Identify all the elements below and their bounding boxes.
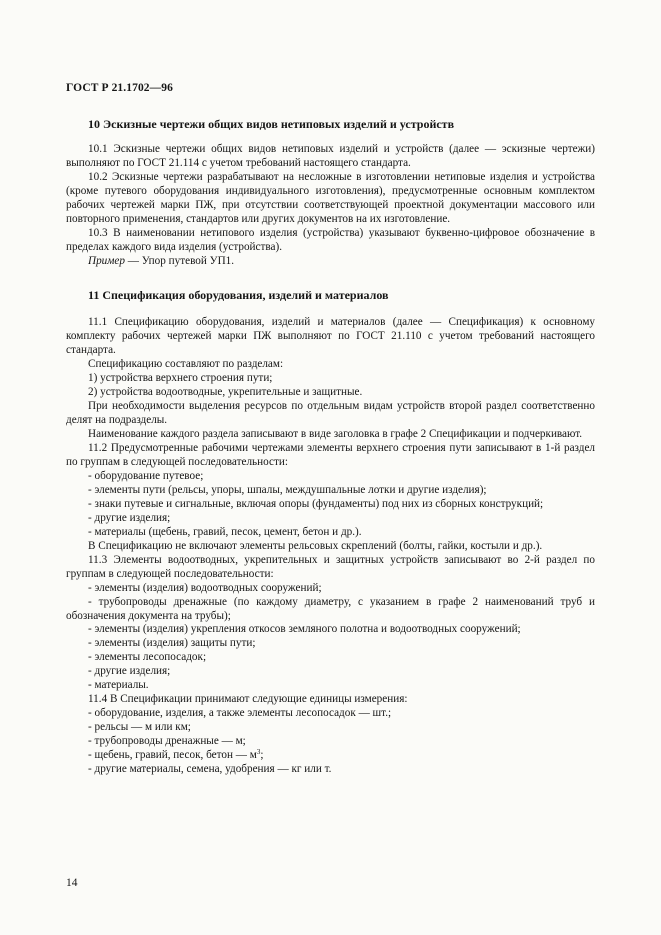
- list-item: - знаки путевые и сигнальные, включая опоры (фундаменты) под них из сборных конструкций;: [88, 497, 544, 510]
- list-item: - другие материалы, семена, удобрения — кг или т.: [88, 762, 332, 775]
- list-item: - другие изделия;: [88, 511, 171, 524]
- document-body: [66, 105, 595, 777]
- list-item: - элементы (изделия) укрепления откосов земляного полотна и водоотводных сооружений;: [88, 623, 521, 636]
- list-item-section-2: 2) устройства водоотводные, укрепительные и защитные.: [88, 386, 363, 399]
- paragraph-11-3: 11.3 Элементы водоотводных, укрепительных и защитных устройств записывают во 2-й раздел по группам в следующей последовательности:: [66, 553, 595, 580]
- page-number: 14: [66, 877, 78, 889]
- paragraph-10-2: 10.2 Эскизные чертежи разрабатывают на несложные в изготовлении нетиповые изделия и устройства (кроме путевого оборудования индивидуального изготовления), предусмотренные основным комплектом рабочих чертежей марки ПЖ, при отсутствии соответствующей проектной документации массового или повторного применения, стандартов или других документов на их изготовление.: [66, 170, 595, 225]
- paragraph-11-4: 11.4 В Спецификации принимают следующие единицы измерения:: [88, 693, 408, 706]
- list-item: - элементы (изделия) защиты пути;: [88, 637, 256, 650]
- paragraph-exclusions: В Спецификацию не включают элементы рельсовых скреплений (болты, гайки, костыли и др.).: [88, 539, 543, 552]
- list-item: - оборудование путевое;: [88, 469, 204, 482]
- document-header: ГОСТ Р 21.1702—96: [66, 82, 173, 94]
- paragraph-10-3: 10.3 В наименовании нетипового изделия (устройства) указывают буквенно-цифровое обозначение в пределах каждого вида изделия (устройства).: [66, 226, 595, 253]
- list-item: - элементы пути (рельсы, упоры, шпалы, междушпальные лотки и другие изделия);: [88, 483, 487, 496]
- list-item: - элементы (изделия) водоотводных сооружений;: [88, 581, 322, 594]
- paragraph-sections-intro: Спецификацию составляют по разделам:: [88, 358, 284, 371]
- list-item-section-1: 1) устройства верхнего строения пути;: [88, 372, 273, 385]
- example-text: — Упор путевой УП1.: [124, 254, 235, 267]
- list-item: - материалы.: [88, 679, 149, 692]
- list-item: - трубопроводы дренажные — м;: [88, 735, 246, 748]
- section-11-title: 11 Спецификация оборудования, изделий и материалов: [88, 287, 389, 302]
- list-item: [66, 749, 595, 763]
- list-item: - другие изделия;: [88, 665, 171, 678]
- unit-text: - щебень, гравий, песок, бетон — м: [88, 749, 257, 762]
- list-item: - оборудование, изделия, а также элементы лесопосадок — шт.;: [88, 707, 392, 720]
- list-item: - трубопроводы дренажные (по каждому диаметру, с указанием в графе 2 наименований труб и обозначения документа на трубы);: [66, 595, 595, 622]
- example-line: [66, 255, 595, 269]
- unit-superscript: 3: [256, 748, 261, 757]
- paragraph-11-1: 11.1 Спецификацию оборудования, изделий и материалов (далее — Спецификация) к основному комплекту рабочих чертежей марки ПЖ выполняют по ГОСТ 21.110 с учетом требований настоящего стандарта.: [66, 316, 595, 357]
- paragraph-10-1: 10.1 Эскизные чертежи общих видов нетиповых изделий и устройств (далее — эскизные чертежи) выполняют по ГОСТ 21.114 с учетом требований настоящего стандарта.: [66, 142, 595, 169]
- paragraph-11-2: 11.2 Предусмотренные рабочими чертежами элементы верхнего строения пути записывают в 1-й раздел по группам в следующей последовательности:: [66, 442, 595, 469]
- list-item: - элементы лесопосадок;: [88, 651, 207, 664]
- list-item: - рельсы — м или км;: [88, 721, 191, 734]
- paragraph-section-headings: Наименование каждого раздела записывают в виде заголовка в графе 2 Спецификации и подчеркивают.: [88, 428, 583, 441]
- section-10-title: 10 Эскизные чертежи общих видов нетиповых изделий и устройств: [88, 117, 455, 131]
- paragraph-subsections: При необходимости выделения ресурсов по отдельным видам устройств второй раздел соответственно делят на подразделы.: [66, 400, 595, 427]
- unit-end: ;: [260, 749, 264, 762]
- example-label: Пример: [88, 254, 125, 267]
- list-item: - материалы (щебень, гравий, песок, цемент, бетон и др.).: [88, 525, 362, 538]
